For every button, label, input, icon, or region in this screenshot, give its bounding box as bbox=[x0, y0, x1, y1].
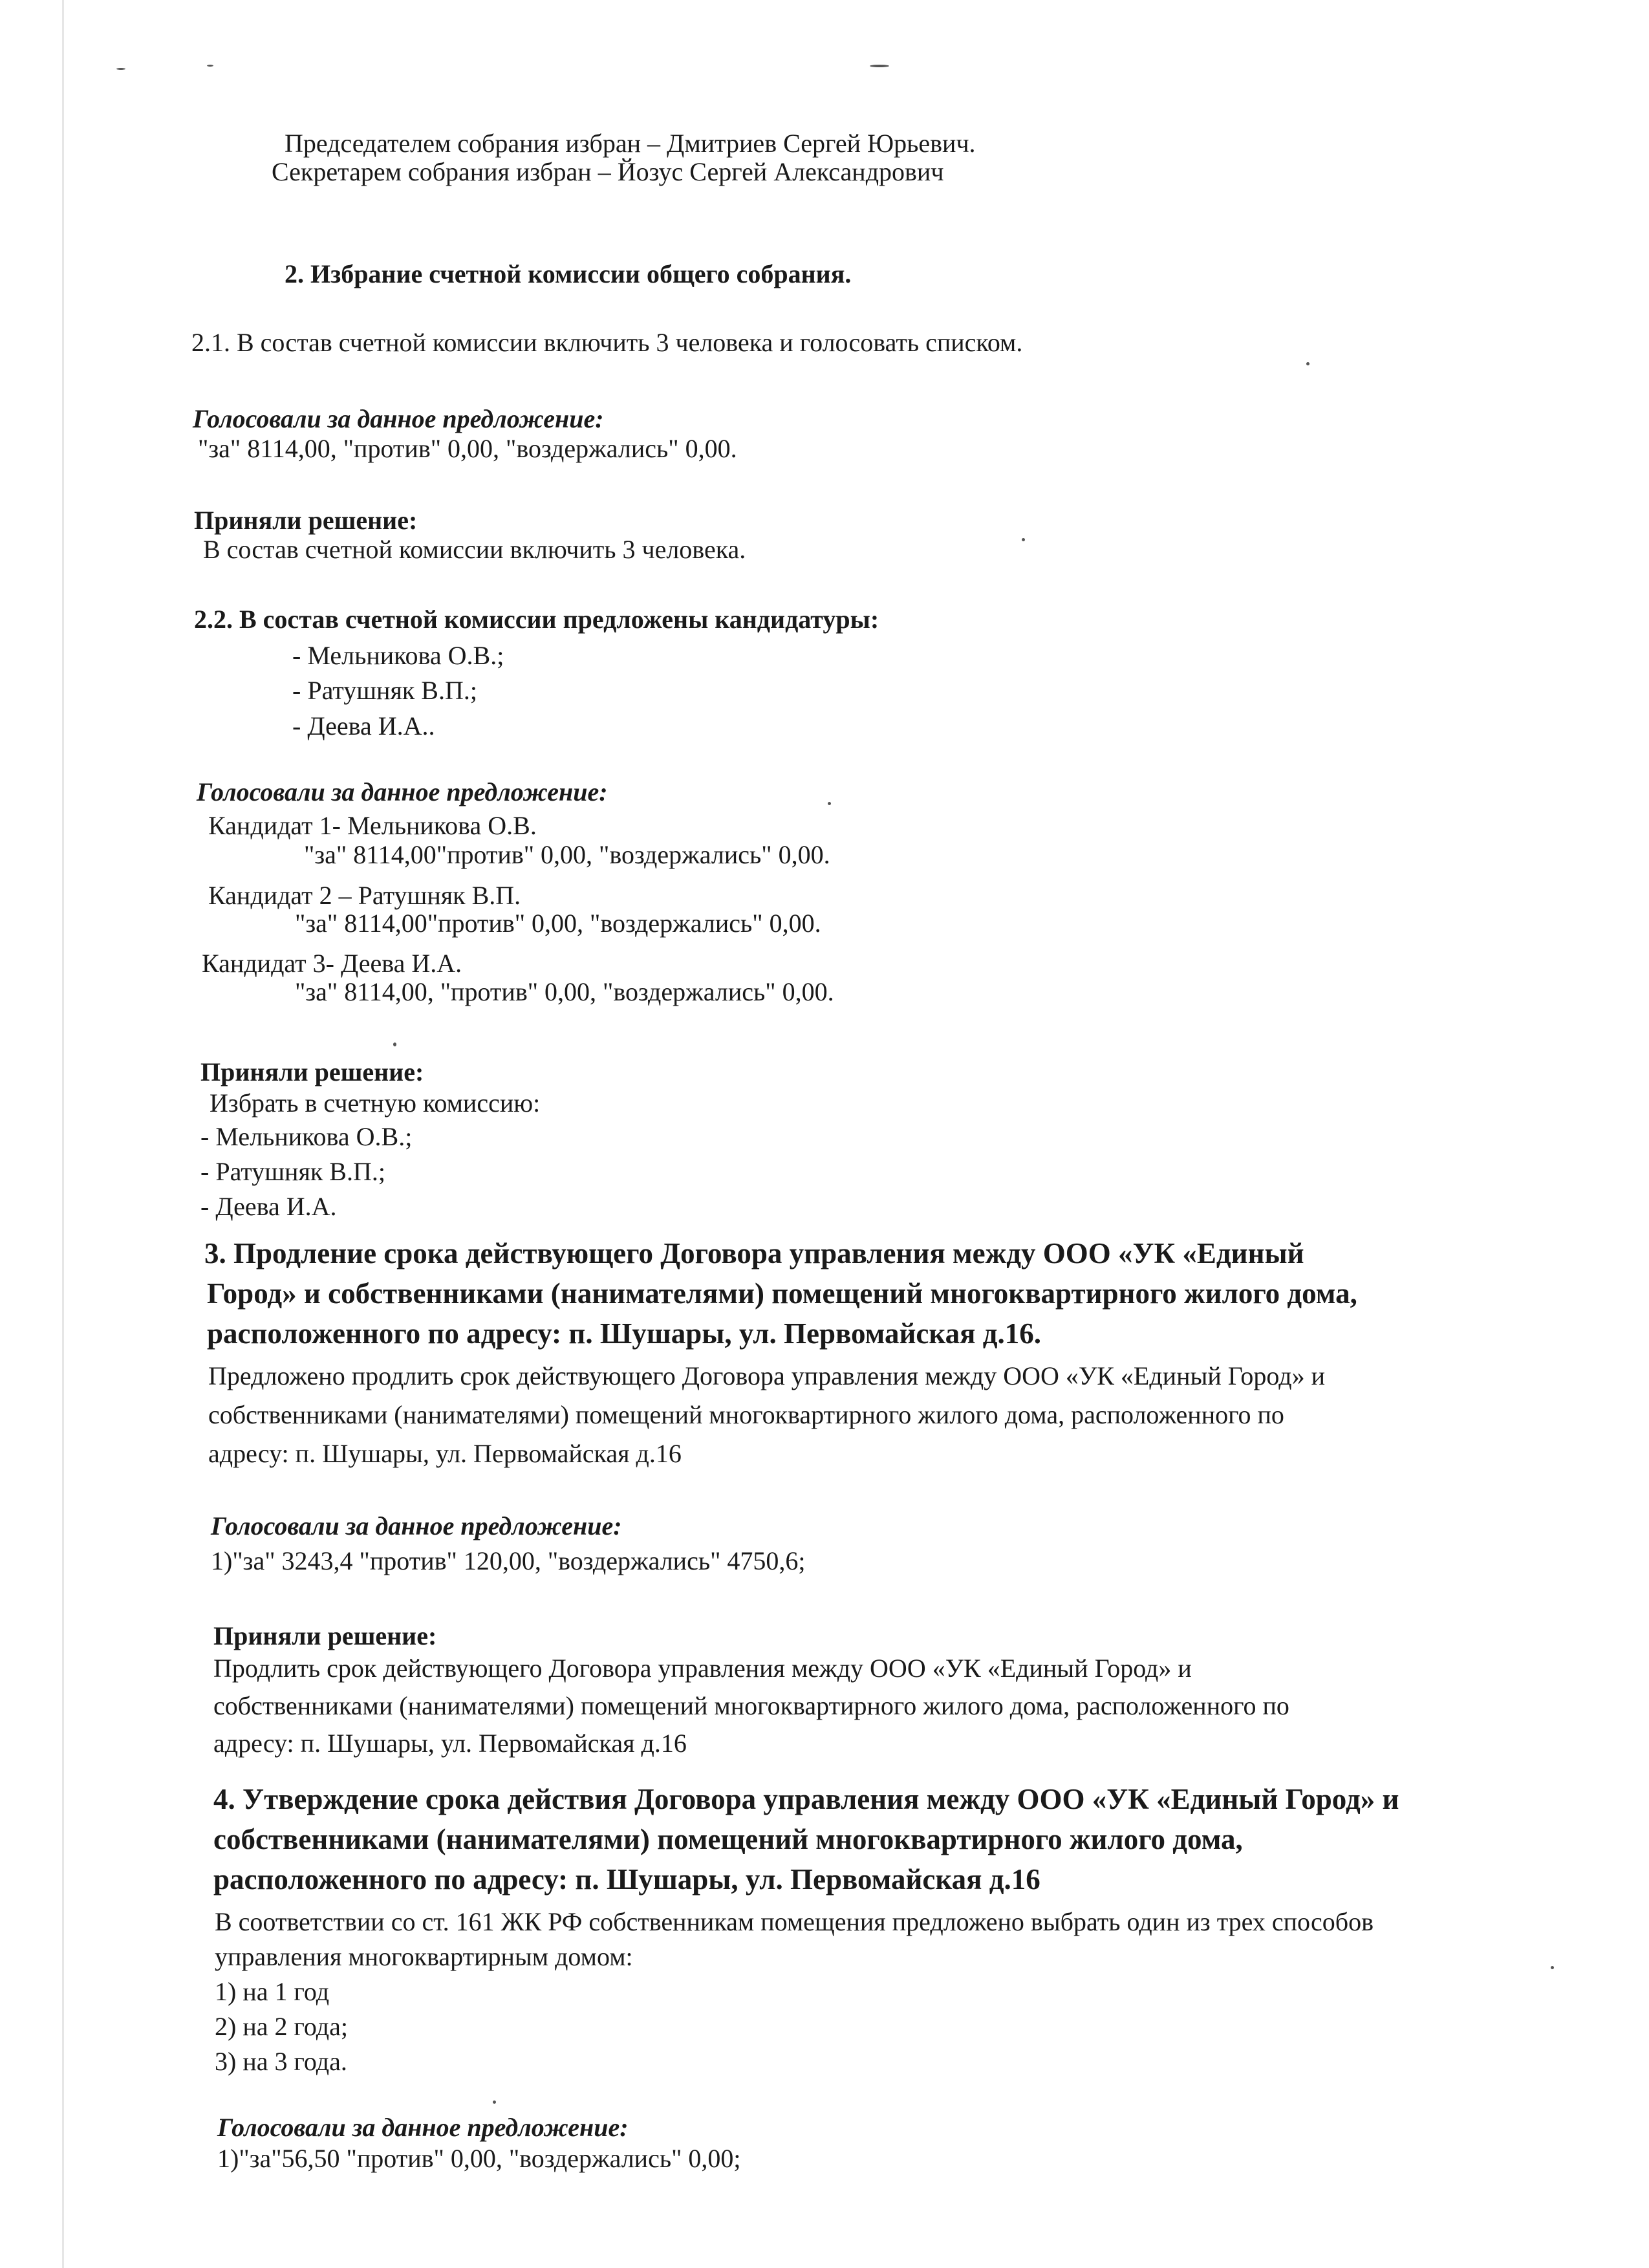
candidate-item: - Деева И.А.. bbox=[292, 711, 435, 740]
elected-member: - Мельникова О.В.; bbox=[200, 1122, 413, 1151]
section-3-decision: собственниками (нанимателями) помещений многоквартирного жилого дома, расположенного по bbox=[213, 1691, 1289, 1720]
scan-speck bbox=[1022, 538, 1025, 541]
section-3-decision: адресу: п. Шушары, ул. Первомайская д.16 bbox=[213, 1729, 687, 1758]
scan-speck bbox=[207, 65, 213, 67]
decision-heading: Приняли решение: bbox=[213, 1621, 437, 1650]
item-2-2-heading: 2.2. В состав счетной комиссии предложены кандидатуры: bbox=[194, 605, 879, 634]
section-4-title: 4. Утверждение срока действия Договора управления между ООО «УК «Единый Город» и bbox=[213, 1783, 1399, 1815]
elected-member: - Деева И.А. bbox=[200, 1192, 337, 1221]
scan-speck bbox=[1306, 362, 1310, 365]
elected-member: - Ратушняк В.П.; bbox=[200, 1157, 385, 1186]
candidate-vote-result: "за" 8114,00"против" 0,00, "воздержались" 0,00. bbox=[304, 840, 830, 869]
section-3-proposal: Предложено продлить срок действующего Договора управления между ООО «УК «Единый Город» и bbox=[208, 1361, 1326, 1390]
section-3-proposal: адресу: п. Шушары, ул. Первомайская д.16 bbox=[208, 1439, 682, 1468]
candidate-vote-result: "за" 8114,00, "против" 0,00, "воздержались" 0,00. bbox=[295, 977, 834, 1006]
candidate-vote-label: Кандидат 3- Деева И.А. bbox=[202, 949, 462, 978]
scan-speck bbox=[828, 802, 831, 805]
candidate-item: - Мельникова О.В.; bbox=[292, 641, 504, 670]
scan-speck bbox=[116, 68, 125, 70]
vote-heading: Голосовали за данное предложение: bbox=[193, 404, 604, 433]
decision-heading: Приняли решение: bbox=[200, 1057, 424, 1086]
section-3-decision: Продлить срок действующего Договора управления между ООО «УК «Единый Город» и bbox=[213, 1654, 1192, 1683]
vote-heading: Голосовали за данное предложение: bbox=[217, 2113, 629, 2142]
scan-speck bbox=[393, 1042, 396, 1046]
section-4-title: собственниками (нанимателями) помещений многоквартирного жилого дома, bbox=[213, 1823, 1243, 1855]
vote-heading: Голосовали за данное предложение: bbox=[197, 777, 608, 806]
item-2-1-text: 2.1. В состав счетной комиссии включить 3 человека и голосовать списком. bbox=[191, 328, 1023, 357]
section-3-title: Город» и собственниками (нанимателями) помещений многоквартирного жилого дома, bbox=[207, 1277, 1357, 1310]
section-3-proposal: собственниками (нанимателями) помещений многоквартирного жилого дома, расположенного по bbox=[208, 1400, 1284, 1429]
term-option: 2) на 2 года; bbox=[215, 2012, 348, 2041]
vote-heading: Голосовали за данное предложение: bbox=[211, 1511, 622, 1540]
vote-result: "за" 8114,00, "против" 0,00, "воздержались" 0,00. bbox=[198, 434, 737, 463]
scan-speck bbox=[870, 65, 889, 67]
term-option: 1) на 1 год bbox=[215, 1977, 330, 2006]
chair-line: Председателем собрания избран – Дмитриев Сергей Юрьевич. bbox=[285, 129, 976, 158]
scan-speck bbox=[1551, 1966, 1554, 1969]
section-3-title: 3. Продление срока действующего Договора управления между ООО «УК «Единый bbox=[204, 1237, 1304, 1269]
section-4-intro: В соответствии со ст. 161 ЖК РФ собственникам помещения предложено выбрать один из трех способов bbox=[215, 1907, 1374, 1936]
section-2-title: 2. Избрание счетной комиссии общего собрания. bbox=[285, 259, 852, 288]
scan-speck bbox=[493, 2101, 496, 2104]
term-option: 3) на 3 года. bbox=[215, 2047, 347, 2076]
decision-text: В состав счетной комиссии включить 3 человека. bbox=[203, 535, 746, 564]
decision-intro: Избрать в счетную комиссию: bbox=[210, 1088, 541, 1118]
scan-page-edge bbox=[62, 0, 64, 2268]
section-3-title: расположенного по адресу: п. Шушары, ул. Первомайская д.16. bbox=[207, 1317, 1042, 1350]
candidate-item: - Ратушняк В.П.; bbox=[292, 676, 477, 705]
section-4-intro: управления многоквартирным домом: bbox=[215, 1942, 633, 1971]
candidate-vote-label: Кандидат 1- Мельникова О.В. bbox=[208, 811, 537, 840]
section-4-title: расположенного по адресу: п. Шушары, ул. Первомайская д.16 bbox=[213, 1863, 1040, 1895]
secretary-line: Секретарем собрания избран – Йозус Сергей Александрович bbox=[272, 157, 944, 186]
candidate-vote-result: "за" 8114,00"против" 0,00, "воздержались" 0,00. bbox=[295, 909, 821, 938]
candidate-vote-label: Кандидат 2 – Ратушняк В.П. bbox=[208, 881, 521, 910]
vote-result: 1)"за"56,50 "против" 0,00, "воздержались" 0,00; bbox=[217, 2144, 741, 2173]
decision-heading: Приняли решение: bbox=[194, 506, 418, 535]
vote-result: 1)"за" 3243,4 "против" 120,00, "воздержались" 4750,6; bbox=[211, 1546, 806, 1575]
